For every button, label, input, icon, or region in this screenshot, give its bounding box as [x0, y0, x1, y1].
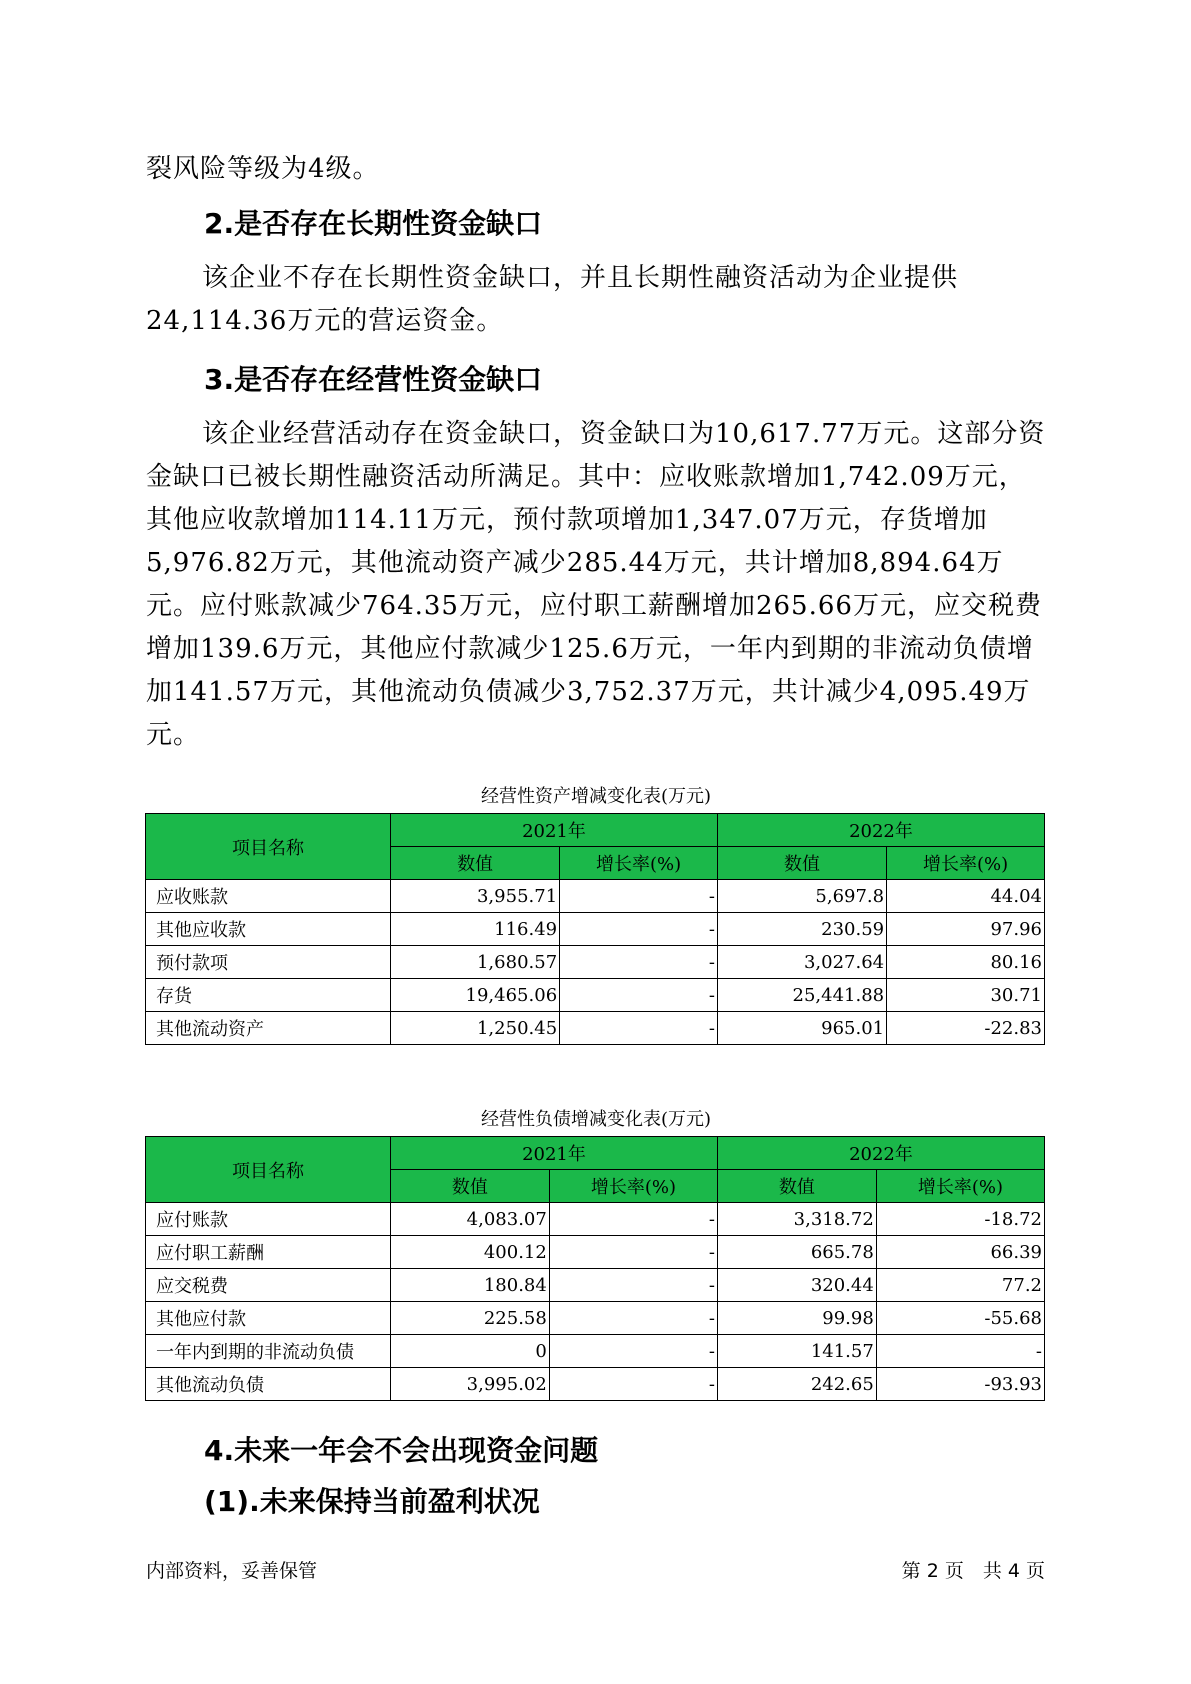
cell-value-2021: 116.49 — [391, 913, 560, 946]
cell-rate-2021: - — [560, 880, 718, 913]
cell-rate-2021: - — [560, 979, 718, 1012]
header-item-name: 项目名称 — [146, 814, 391, 880]
table-row — [146, 913, 1045, 946]
cell-value-2022: 320.44 — [717, 1269, 876, 1302]
cell-rate-2021: - — [549, 1269, 717, 1302]
cell-rate-2021: - — [549, 1368, 717, 1401]
cell-item-name: 应付职工薪酬 — [146, 1236, 391, 1269]
cell-value-2022: 141.57 — [717, 1335, 876, 1368]
cell-rate-2022: 97.96 — [887, 913, 1045, 946]
table-row — [146, 1302, 1045, 1335]
cell-value-2021: 19,465.06 — [391, 979, 560, 1012]
cell-value-2022: 665.78 — [717, 1236, 876, 1269]
header-value-2021: 数值 — [391, 847, 560, 880]
cell-item-name: 其他应付款 — [146, 1302, 391, 1335]
cell-value-2022: 242.65 — [717, 1368, 876, 1401]
heading-long-term-gap: 2.是否存在长期性资金缺口 — [204, 207, 543, 240]
cell-rate-2021: - — [560, 913, 718, 946]
cell-rate-2022: -18.72 — [876, 1203, 1044, 1236]
table-row — [146, 1203, 1045, 1236]
header-value-2022: 数值 — [717, 1170, 876, 1203]
cell-rate-2022: 44.04 — [887, 880, 1045, 913]
header-item-name: 项目名称 — [146, 1137, 391, 1203]
paragraph-long-term-gap: 该企业不存在长期性资金缺口，并且长期性融资活动为企业提供24,114.36万元的营运资金。 — [146, 263, 959, 336]
cell-value-2022: 5,697.8 — [717, 880, 886, 913]
cell-rate-2021: - — [549, 1335, 717, 1368]
cell-value-2021: 400.12 — [391, 1236, 550, 1269]
cell-rate-2022: - — [876, 1335, 1044, 1368]
table-row — [146, 1236, 1045, 1269]
cell-rate-2022: -22.83 — [887, 1012, 1045, 1045]
footer-page-number: 第 2 页 共 4 页 — [901, 1560, 1045, 1582]
header-year-2021: 2021年 — [391, 1137, 718, 1170]
cell-value-2021: 180.84 — [391, 1269, 550, 1302]
table-row — [146, 1269, 1045, 1302]
cell-rate-2022: 77.2 — [876, 1269, 1044, 1302]
cell-item-name: 预付款项 — [146, 946, 391, 979]
table-row — [146, 1012, 1045, 1045]
cell-value-2022: 230.59 — [717, 913, 886, 946]
cell-item-name: 一年内到期的非流动负债 — [146, 1335, 391, 1368]
table-row — [146, 979, 1045, 1012]
cell-item-name: 应交税费 — [146, 1269, 391, 1302]
cell-item-name: 其他应收款 — [146, 913, 391, 946]
table-row — [146, 1368, 1045, 1401]
liability-table-caption: 经营性负债增减变化表(万元) — [480, 1109, 712, 1130]
footer-confidential-note: 内部资料，妥善保管 — [146, 1560, 318, 1582]
cell-rate-2022: 80.16 — [887, 946, 1045, 979]
paragraph-operating-gap: 该企业经营活动存在资金缺口，资金缺口为10,617.77万元。这部分资金缺口已被长期性融资活动所满足。其中：应收账款增加1,742.09万元，其他应收款增加114.11万元，预付款项增加1,347.07万元，存货增加5,976.82万元，其他流动资产减少285.44万元，共计增加8,894.64万元。应付账款减少764.35万元，应付职工薪酬增加265.66万元，应交税费增加139.6万元，其他应付款减少125.6万元，一年内到期的非流动负债增加141.57万元，其他流动负债减少3,752.37万元，共计减少4,095.49万元。 — [146, 419, 1046, 750]
header-value-2022: 数值 — [717, 847, 886, 880]
cell-item-name: 其他流动资产 — [146, 1012, 391, 1045]
cell-rate-2022: -55.68 — [876, 1302, 1044, 1335]
header-rate-2022: 增长率(%) — [887, 847, 1045, 880]
cell-value-2021: 3,995.02 — [391, 1368, 550, 1401]
header-value-2021: 数值 — [391, 1170, 550, 1203]
cell-item-name: 存货 — [146, 979, 391, 1012]
heading-keep-profitability: (1).未来保持当前盈利状况 — [204, 1485, 540, 1518]
heading-future-year: 4.未来一年会不会出现资金问题 — [204, 1434, 599, 1467]
heading-operating-gap: 3.是否存在经营性资金缺口 — [204, 363, 543, 396]
cell-rate-2021: - — [549, 1236, 717, 1269]
cell-value-2022: 3,318.72 — [717, 1203, 876, 1236]
cell-value-2021: 3,955.71 — [391, 880, 560, 913]
cell-rate-2022: -93.93 — [876, 1368, 1044, 1401]
cell-value-2021: 1,680.57 — [391, 946, 560, 979]
cell-item-name: 应付账款 — [146, 1203, 391, 1236]
cell-value-2021: 1,250.45 — [391, 1012, 560, 1045]
cell-value-2021: 0 — [391, 1335, 550, 1368]
header-year-2022: 2022年 — [717, 814, 1044, 847]
cell-value-2022: 99.98 — [717, 1302, 876, 1335]
liability-change-table — [145, 1136, 1045, 1401]
header-rate-2021: 增长率(%) — [560, 847, 718, 880]
cell-rate-2021: - — [560, 946, 718, 979]
cell-rate-2022: 30.71 — [887, 979, 1045, 1012]
cell-rate-2021: - — [549, 1302, 717, 1335]
cell-value-2021: 4,083.07 — [391, 1203, 550, 1236]
table-row — [146, 1335, 1045, 1368]
paragraph-risk-level: 裂风险等级为4级。 — [146, 154, 380, 184]
header-year-2022: 2022年 — [717, 1137, 1044, 1170]
table-row — [146, 946, 1045, 979]
cell-value-2022: 3,027.64 — [717, 946, 886, 979]
header-year-2021: 2021年 — [391, 814, 718, 847]
cell-rate-2021: - — [549, 1203, 717, 1236]
header-rate-2021: 增长率(%) — [549, 1170, 717, 1203]
cell-item-name: 其他流动负债 — [146, 1368, 391, 1401]
cell-item-name: 应收账款 — [146, 880, 391, 913]
table-row — [146, 880, 1045, 913]
header-rate-2022: 增长率(%) — [876, 1170, 1044, 1203]
asset-change-table — [145, 813, 1045, 1045]
cell-value-2022: 25,441.88 — [717, 979, 886, 1012]
asset-table-caption: 经营性资产增减变化表(万元) — [480, 786, 712, 807]
cell-value-2021: 225.58 — [391, 1302, 550, 1335]
cell-rate-2021: - — [560, 1012, 718, 1045]
cell-value-2022: 965.01 — [717, 1012, 886, 1045]
cell-rate-2022: 66.39 — [876, 1236, 1044, 1269]
